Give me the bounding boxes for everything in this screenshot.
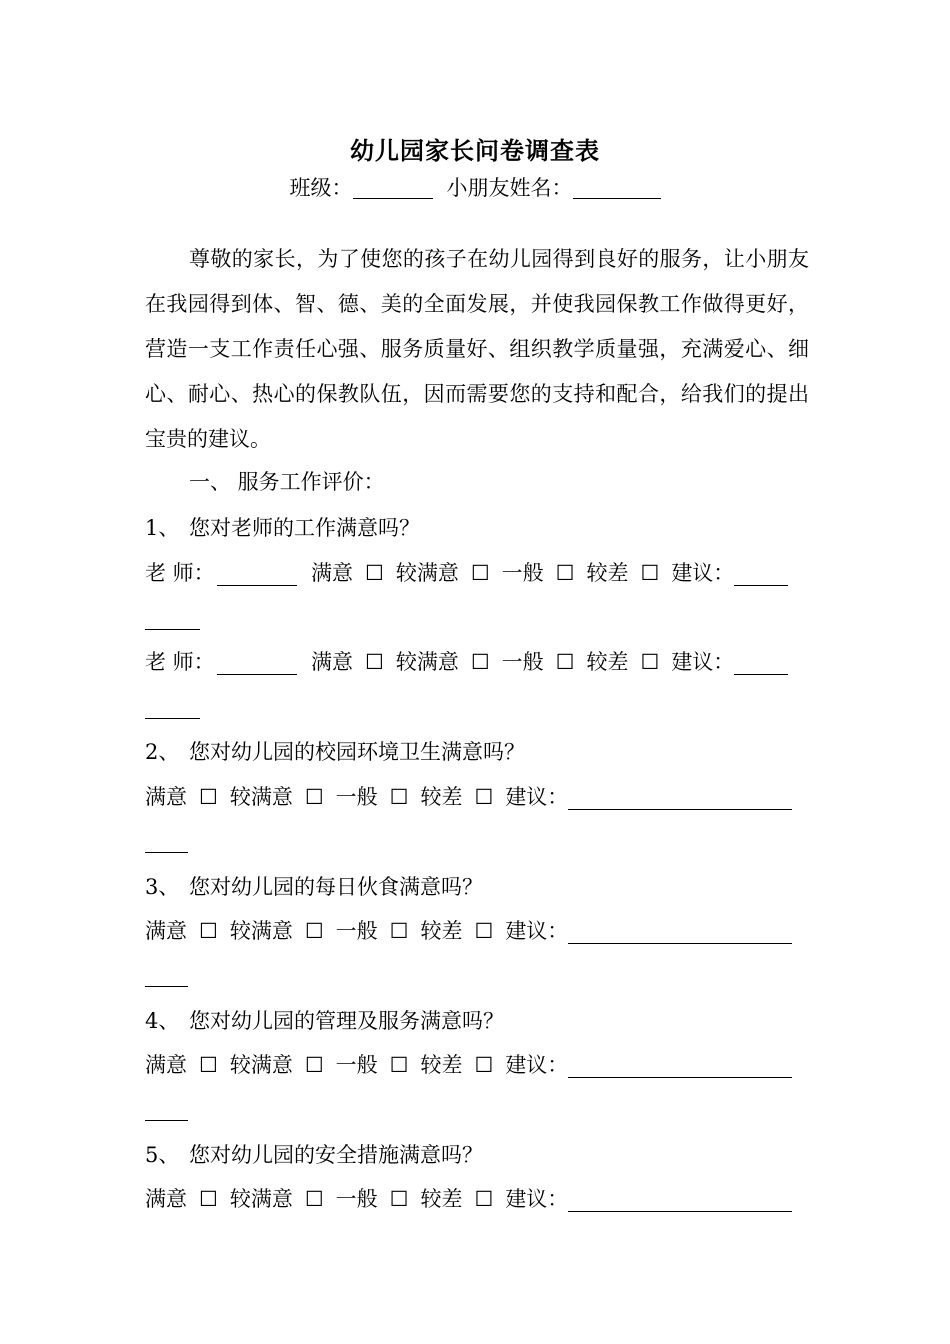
option-poor: 较差 xyxy=(420,919,463,943)
suggest-blank-continued[interactable] xyxy=(145,985,188,987)
child-name-label: 小朋友姓名： xyxy=(446,176,573,200)
question-1 xyxy=(145,513,420,543)
checkbox-fairly-satisfied[interactable]: ☐ xyxy=(304,785,324,809)
teacher-label: 老 师： xyxy=(145,561,215,585)
suggest-blank[interactable] xyxy=(568,785,792,810)
option-fairly-satisfied: 较满意 xyxy=(395,650,459,674)
child-name-blank[interactable] xyxy=(573,176,661,199)
checkbox-poor[interactable]: ☐ xyxy=(474,1187,494,1211)
question-number: 4、 xyxy=(145,1009,180,1033)
teacher-label: 老 师： xyxy=(145,650,215,674)
option-average: 一般 xyxy=(335,1053,378,1077)
class-label: 班级： xyxy=(289,176,353,200)
option-average: 一般 xyxy=(501,561,544,585)
option-fairly-satisfied: 较满意 xyxy=(229,1053,293,1077)
question-number: 2、 xyxy=(145,740,180,764)
checkbox-fairly-satisfied[interactable]: ☐ xyxy=(470,561,490,585)
checkbox-average[interactable]: ☐ xyxy=(555,561,575,585)
class-blank[interactable] xyxy=(353,176,433,199)
teacher-rating-row-2 xyxy=(145,647,788,677)
option-poor: 较差 xyxy=(586,650,629,674)
checkbox-poor[interactable]: ☐ xyxy=(474,919,494,943)
question-number: 3、 xyxy=(145,875,180,899)
question-3 xyxy=(145,872,483,902)
header-info xyxy=(0,172,950,202)
checkbox-average[interactable]: ☐ xyxy=(389,1187,409,1211)
checkbox-satisfied[interactable]: ☐ xyxy=(199,919,218,943)
suggest-label: 建议： xyxy=(505,1187,569,1211)
question-text: 您对幼儿园的管理及服务满意吗？ xyxy=(189,1009,504,1033)
suggest-label: 建议： xyxy=(505,919,569,943)
checkbox-average[interactable]: ☐ xyxy=(389,785,409,809)
question-text: 您对幼儿园的校园环境卫生满意吗？ xyxy=(189,740,525,764)
question-number: 5、 xyxy=(145,1143,180,1167)
question-2 xyxy=(145,737,525,767)
checkbox-satisfied[interactable]: ☐ xyxy=(199,1187,218,1211)
option-average: 一般 xyxy=(335,785,378,809)
question-4 xyxy=(145,1006,504,1036)
suggest-blank[interactable] xyxy=(568,1187,792,1212)
checkbox-average[interactable]: ☐ xyxy=(555,650,575,674)
suggest-blank-continued[interactable] xyxy=(145,1119,188,1121)
option-satisfied: 满意 xyxy=(311,650,353,674)
option-poor: 较差 xyxy=(420,1053,463,1077)
rating-row-q2 xyxy=(145,782,792,812)
suggest-blank-continued[interactable] xyxy=(145,717,200,719)
checkbox-poor[interactable]: ☐ xyxy=(474,785,494,809)
checkbox-fairly-satisfied[interactable]: ☐ xyxy=(470,650,490,674)
checkbox-satisfied[interactable]: ☐ xyxy=(199,785,218,809)
option-satisfied: 满意 xyxy=(145,785,187,809)
suggest-label: 建议： xyxy=(671,561,735,585)
checkbox-satisfied[interactable]: ☐ xyxy=(199,1053,218,1077)
suggest-label: 建议： xyxy=(505,785,569,809)
suggest-blank-continued[interactable] xyxy=(145,628,200,630)
suggest-blank[interactable] xyxy=(734,650,788,675)
suggest-blank[interactable] xyxy=(568,919,792,944)
suggest-blank[interactable] xyxy=(568,1053,792,1078)
suggest-blank-continued[interactable] xyxy=(145,851,188,853)
checkbox-poor[interactable]: ☐ xyxy=(474,1053,494,1077)
option-average: 一般 xyxy=(501,650,544,674)
question-text: 您对幼儿园的每日伙食满意吗？ xyxy=(189,875,483,899)
checkbox-poor[interactable]: ☐ xyxy=(640,561,660,585)
suggest-label: 建议： xyxy=(505,1053,569,1077)
checkbox-average[interactable]: ☐ xyxy=(389,919,409,943)
option-poor: 较差 xyxy=(420,1187,463,1211)
checkbox-average[interactable]: ☐ xyxy=(389,1053,409,1077)
page-title: 幼儿园家长问卷调查表 xyxy=(350,136,600,165)
option-satisfied: 满意 xyxy=(145,1187,187,1211)
option-satisfied: 满意 xyxy=(145,919,187,943)
suggest-blank[interactable] xyxy=(734,561,788,586)
teacher-rating-row-1 xyxy=(145,558,788,588)
option-poor: 较差 xyxy=(420,785,463,809)
checkbox-poor[interactable]: ☐ xyxy=(640,650,660,674)
option-fairly-satisfied: 较满意 xyxy=(229,919,293,943)
option-poor: 较差 xyxy=(586,561,629,585)
option-average: 一般 xyxy=(335,1187,378,1211)
section-heading: 一、 服务工作评价： xyxy=(189,470,385,494)
question-number: 1、 xyxy=(145,516,180,540)
option-fairly-satisfied: 较满意 xyxy=(395,561,459,585)
option-fairly-satisfied: 较满意 xyxy=(229,1187,293,1211)
intro-paragraph: 尊敬的家长，为了使您的孩子在幼儿园得到良好的服务，让小朋友在我园得到体、智、德、美的全面发展，并使我园保教工作做得更好，营造一支工作责任心强、服务质量好、组织教学质量强，充满爱心、细心、耐心、热心的保教队伍，因而需要您的支持和配合，给我们的提出宝贵的建议。 xyxy=(145,247,809,451)
checkbox-satisfied[interactable]: ☐ xyxy=(365,650,384,674)
teacher-name-blank[interactable] xyxy=(217,650,297,675)
checkbox-fairly-satisfied[interactable]: ☐ xyxy=(304,919,324,943)
teacher-name-blank[interactable] xyxy=(217,561,297,586)
checkbox-fairly-satisfied[interactable]: ☐ xyxy=(304,1053,324,1077)
checkbox-fairly-satisfied[interactable]: ☐ xyxy=(304,1187,324,1211)
question-text: 您对老师的工作满意吗？ xyxy=(189,516,420,540)
rating-row-q4 xyxy=(145,1050,792,1080)
suggest-label: 建议： xyxy=(671,650,735,674)
checkbox-satisfied[interactable]: ☐ xyxy=(365,561,384,585)
option-satisfied: 满意 xyxy=(145,1053,187,1077)
option-average: 一般 xyxy=(335,919,378,943)
option-satisfied: 满意 xyxy=(311,561,353,585)
rating-row-q3 xyxy=(145,916,792,946)
question-5 xyxy=(145,1140,483,1170)
question-text: 您对幼儿园的安全措施满意吗？ xyxy=(189,1143,483,1167)
option-fairly-satisfied: 较满意 xyxy=(229,785,293,809)
rating-row-q5 xyxy=(145,1184,792,1214)
